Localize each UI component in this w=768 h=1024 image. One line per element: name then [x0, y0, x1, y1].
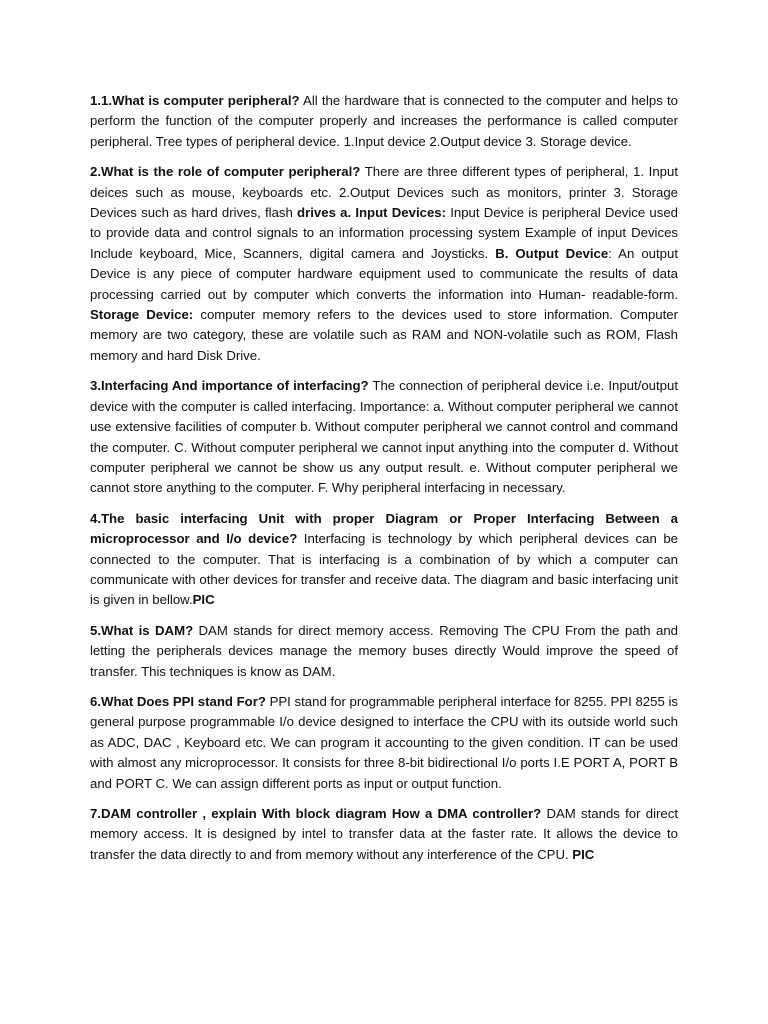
question-heading: 1.1.What is computer peripheral? [90, 93, 300, 108]
answer-text: Input Device is peripheral Device used to provide data and control signals to an information processing system Example of input Devices Include keyboard, Mice, Scanners, digital camera and Joysticks. [90, 205, 678, 261]
answer-text: Interfacing is technology by which peripheral devices can be connected to the computer. That is interfacing is a combination of by which a computer can communicate with other devices for transfer and receive data. The diagram and basic interfacing unit is given in bellow. [90, 531, 678, 608]
answer-text: The connection of peripheral device i.e. Input/output device with the computer is called interfacing. Importance: a. Without computer peripheral we cannot use extensive facilities of computer b. Without computer peripheral we cannot control and command the computer. C. Without computer peripheral we cannot input anything into the computer d. Without computer peripheral we cannot be show us any output result. e. Without computer peripheral we cannot store anything to the computer. F. Why peripheral interfacing in necessary. [90, 378, 678, 496]
paragraph-role-of-peripheral [90, 162, 678, 366]
question-heading: 6.What Does PPI stand For? [90, 693, 266, 709]
answer-text: computer memory refers to the devices used to store information. Computer memory are two category, these are volatile such as RAM and NON-volatile such as ROM, Flash memory and hard Disk Drive. [90, 307, 678, 363]
question-heading: 7.DAM controller , explain With block diagram How a DMA controller? [90, 806, 542, 821]
inline-heading: drives a. Input Devices: [297, 205, 447, 221]
answer-text: PPI stand for programmable peripheral interface for 8255. PPI 8255 is general purpose programmable I/o device designed to interface the CPU with its outside world such as ADC, DAC , Keyboard etc. We can program it accounting to the given condition. IT can be used with almost any microprocessor. It consists for three 8-bit bidirectional I/o ports I.E PORT A, PORT B and PORT C. We can assign different ports as input or output function. [90, 693, 679, 791]
question-heading: 3.Interfacing And importance of interfacing? [90, 378, 369, 394]
pic-placeholder: PIC [192, 592, 215, 608]
inline-heading: B. Output Device [495, 245, 609, 261]
document-page [90, 91, 678, 875]
paragraph-dam [90, 621, 678, 682]
question-heading: 5.What is DAM? [90, 622, 194, 638]
inline-heading: Storage Device: [90, 307, 194, 323]
answer-text: DAM stands for direct memory access. Removing The CPU From the path and letting the peripherals devices manage the memory buses directly Would improve the speed of transfer. This techniques is know as DAM. [90, 622, 678, 679]
answer-text: DAM stands for direct memory access. It is designed by intel to transfer data at the faster rate. It allows the device to transfer the data directly to and from memory without any interference of the CPU. [90, 806, 679, 862]
answer-text: All the hardware that is connected to the computer and helps to perform the function of the computer properly and increases the performance is called computer peripheral. Tree types of peripheral device. 1.Input device 2.Output device 3. Storage device. [90, 93, 678, 149]
paragraph-interfacing [90, 376, 678, 498]
paragraph-computer-peripheral [90, 91, 678, 152]
answer-text: There are three different types of peripheral, 1. Input deices such as mouse, keyboards etc. 2.Output Devices such as monitors, printer 3. Storage Devices such as hard drives, flash [90, 164, 678, 221]
paragraph-interfacing-unit [90, 509, 678, 611]
paragraph-dam-controller [90, 804, 678, 865]
answer-text: : An output Device is any piece of computer hardware equipment used to communicate the results of data processing carried out by computer which converts the information into Human- readable-form. [90, 245, 679, 302]
question-heading: 4.The basic interfacing Unit with proper Diagram or Proper Interfacing Between a microprocessor and I/o device? [90, 510, 678, 547]
question-heading: 2.What is the role of computer peripheral? [90, 164, 361, 180]
pic-placeholder: PIC [572, 846, 595, 862]
paragraph-ppi [90, 692, 678, 794]
